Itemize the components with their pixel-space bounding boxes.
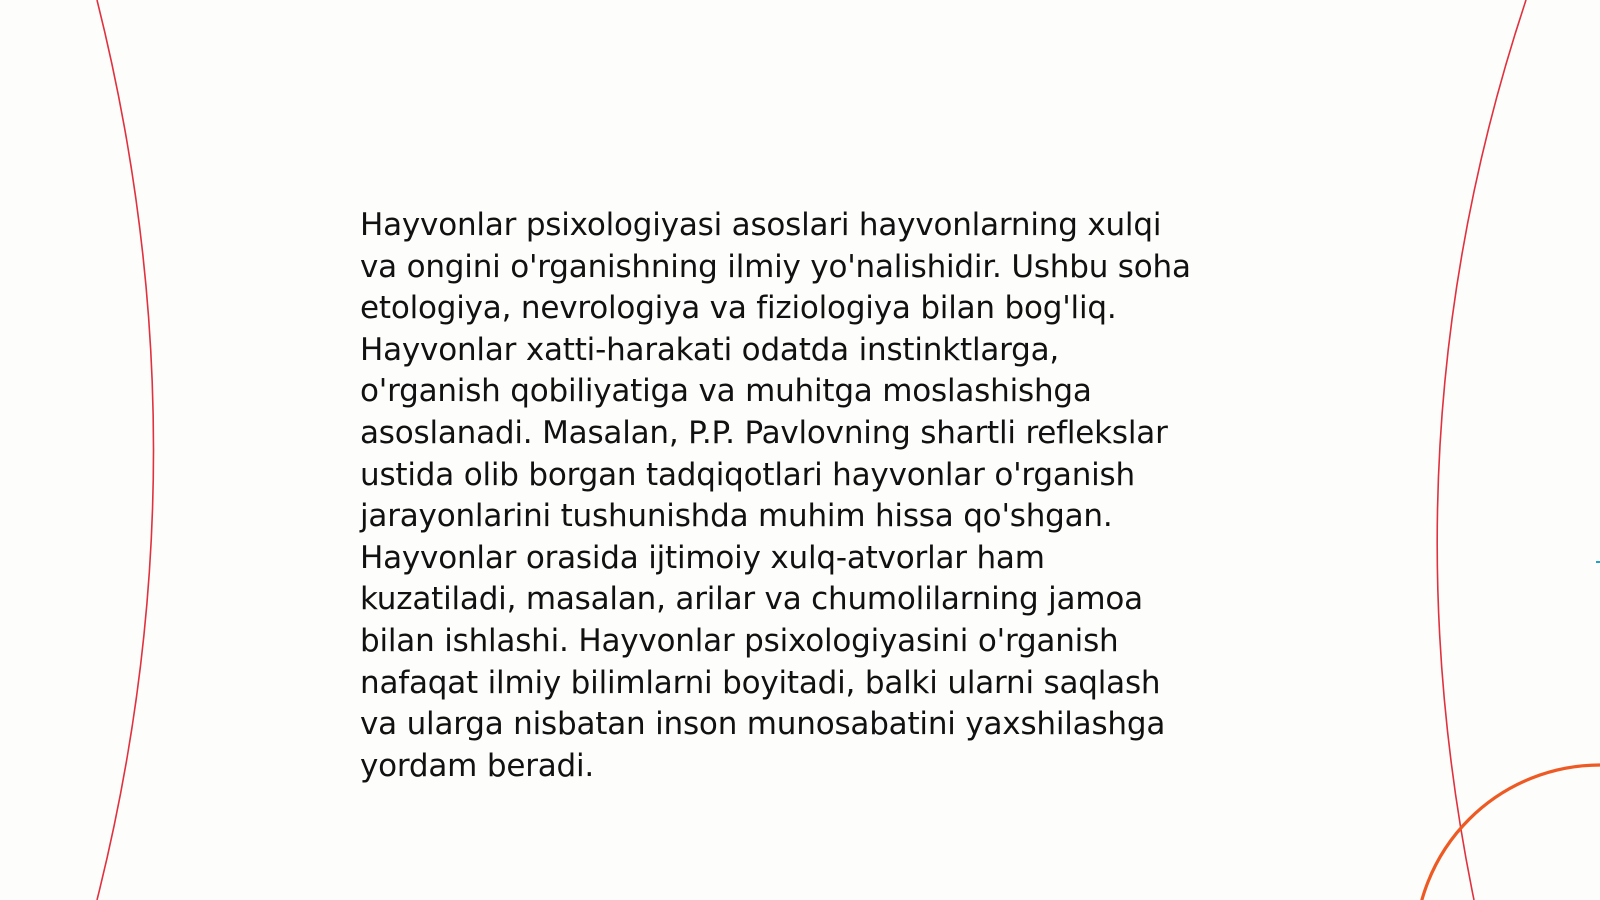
paragraph-line: asoslanadi. Masalan, P.P. Pavlovning shartli reflekslar [360,414,1168,451]
paragraph-line: Hayvonlar orasida ijtimoiy xulq-atvorlar ham [360,539,1045,576]
orange-circle-arc [1415,765,1600,900]
body-paragraph [360,205,1260,787]
paragraph-line: Hayvonlar psixologiyasi asoslari hayvonlarning xulqi [360,207,1162,243]
paragraph-line: yordam beradi. [360,747,595,784]
paragraph-line: ustida olib borgan tadqiqotlari hayvonlar o'rganish [360,456,1135,493]
left-red-curve [97,0,154,900]
paragraph-line: bilan ishlashi. Hayvonlar psixologiyasini o'rganish [360,622,1119,659]
right-red-curve [1437,0,1526,900]
paragraph-line: etologiya, nevrologiya va fiziologiya bilan bog'liq. [360,290,1117,327]
paragraph-line: nafaqat ilmiy bilimlarni boyitadi, balki ularni saqlash [360,664,1161,701]
paragraph-line: Hayvonlar xatti-harakati odatda instinktlarga, [360,331,1060,368]
paragraph-line: kuzatiladi, masalan, arilar va chumolilarning jamoa [360,581,1143,618]
paragraph-line: o'rganish qobiliyatiga va muhitga moslashishga [360,373,1092,410]
paragraph-line: jarayonlarini tushunishda muhim hissa qo'shgan. [360,498,1113,535]
paragraph-line: va ularga nisbatan inson munosabatini yaxshilashga [360,706,1166,743]
paragraph-line: va ongini o'rganishning ilmiy yo'nalishidir. Ushbu soha [360,248,1191,285]
